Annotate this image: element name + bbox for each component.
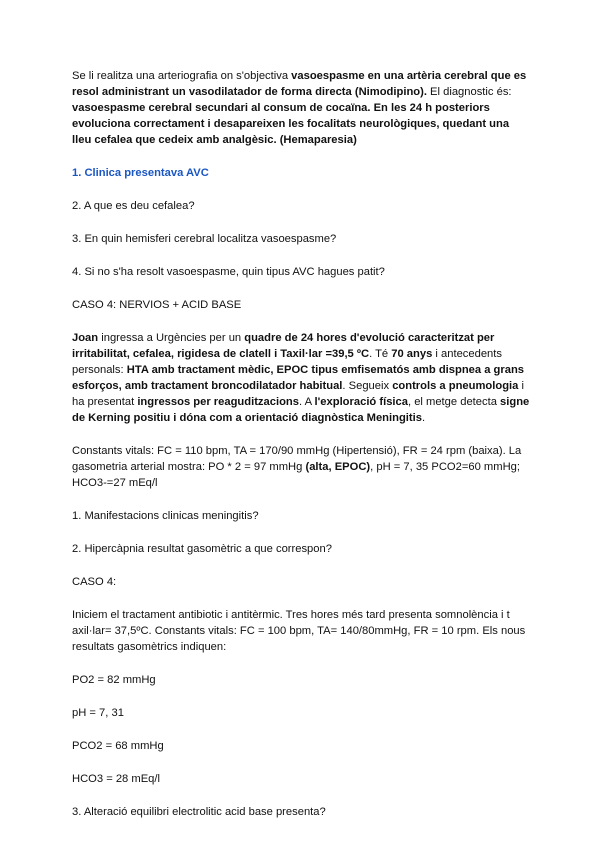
intro-bold-text: vasoespasme en una artèria cerebral que es resol administrant un vasodilatador de forma directa (Nimodipino). xyxy=(72,70,527,98)
text: i antecedents personals: xyxy=(72,348,502,376)
bold-text: l'exploració física xyxy=(314,396,408,408)
vitals-paragraph xyxy=(72,443,530,491)
bold-text: quadre de 24 hores d'evolució caracteritzat per irritabilitat, cefalea, rigidesa de clatell i Taxil·lar =39,5 ºC xyxy=(72,332,495,360)
bold-text: Joan xyxy=(72,332,99,344)
text: ingressa a Urgències per un xyxy=(98,332,245,344)
question-4: 4. Si no s'ha resolt vasoespasme, quin tipus AVC hagues patit? xyxy=(72,266,385,278)
case-4-title: CASO 4: NERVIOS + ACID BASE xyxy=(72,299,242,311)
bold-text: 70 anys xyxy=(391,348,433,360)
question-acid-base: 3. Alteració equilibri electrolitic acid base presenta? xyxy=(72,806,326,818)
case-4b-title: CASO 4: xyxy=(72,576,117,588)
result-ph: pH = 7, 31 xyxy=(72,707,124,719)
bold-text: HTA amb tractament mèdic, EPOC tipus emfisematós amb dispnea a grans esforços, amb tractament broncodilatador habitual xyxy=(72,364,524,392)
text: , pH = 7, 35 PCO2=60 mmHg; HCO3-=27 mEq/l xyxy=(72,461,520,489)
result-po2: PO2 = 82 mmHg xyxy=(72,674,156,686)
text: Constants vitals: FC = 110 bpm, TA = 170/90 mmHg (Hipertensió), FR = 24 rpm (baixa). La gasometria arterial mostra: PO * 2 = 97 mmHg xyxy=(72,445,522,473)
result-hco3: HCO3 = 28 mEq/l xyxy=(72,773,160,785)
text: . xyxy=(421,412,426,424)
question-meningitis: 1. Manifestacions clinicas meningitis? xyxy=(72,510,259,522)
question-3: 3. En quin hemisferi cerebral localitza vasoespasme? xyxy=(72,233,337,245)
text: . Té xyxy=(369,348,392,360)
intro-text: El diagnostic és: xyxy=(426,86,512,98)
intro-text: Se li realitza una arteriografia on s'objectiva xyxy=(72,70,292,82)
question-1-heading xyxy=(72,165,530,181)
case-4b-paragraph: Iniciem el tractament antibiotic i antitèrmic. Tres hores més tard presenta somnolència i t axil·lar= 37,5ºC. Constants vitals: FC = 100 bpm, TA= 140/80mmHg, FR = 10 rpm. Els nous resultats gasomètrics indiquen: xyxy=(72,609,526,653)
intro-bold-text: vasoespasme cerebral secundari al consum de cocaïna. En les 24 h posteriors evoluciona correctament i desapareixen les focalitats neurològiques, quedant una lleu cefalea que cedeix amb analgèsic. (Hemaparesia) xyxy=(72,102,510,146)
text: . A xyxy=(298,396,315,408)
question-2: 2. A que es deu cefalea? xyxy=(72,200,195,212)
bold-text: controls a pneumologia xyxy=(392,380,519,392)
text: i ha presentat xyxy=(72,380,524,408)
bold-text: ingressos per reaguditzacions xyxy=(137,396,299,408)
bold-text: signe de Kerning positiu i dóna com a orientació diagnòstica Meningitis xyxy=(72,396,530,424)
case-4-paragraph xyxy=(72,330,530,426)
text: . Segueix xyxy=(342,380,393,392)
intro-paragraph xyxy=(72,68,530,148)
bold-text: (alta, EPOC) xyxy=(305,461,371,473)
text: , el metge detecta xyxy=(407,396,501,408)
question-hipercapnia: 2. Hipercàpnia resultat gasomètric a que correspon? xyxy=(72,543,332,555)
result-pco2: PCO2 = 68 mmHg xyxy=(72,740,164,752)
question-text: 1. Clinica presentava AVC xyxy=(72,167,209,179)
